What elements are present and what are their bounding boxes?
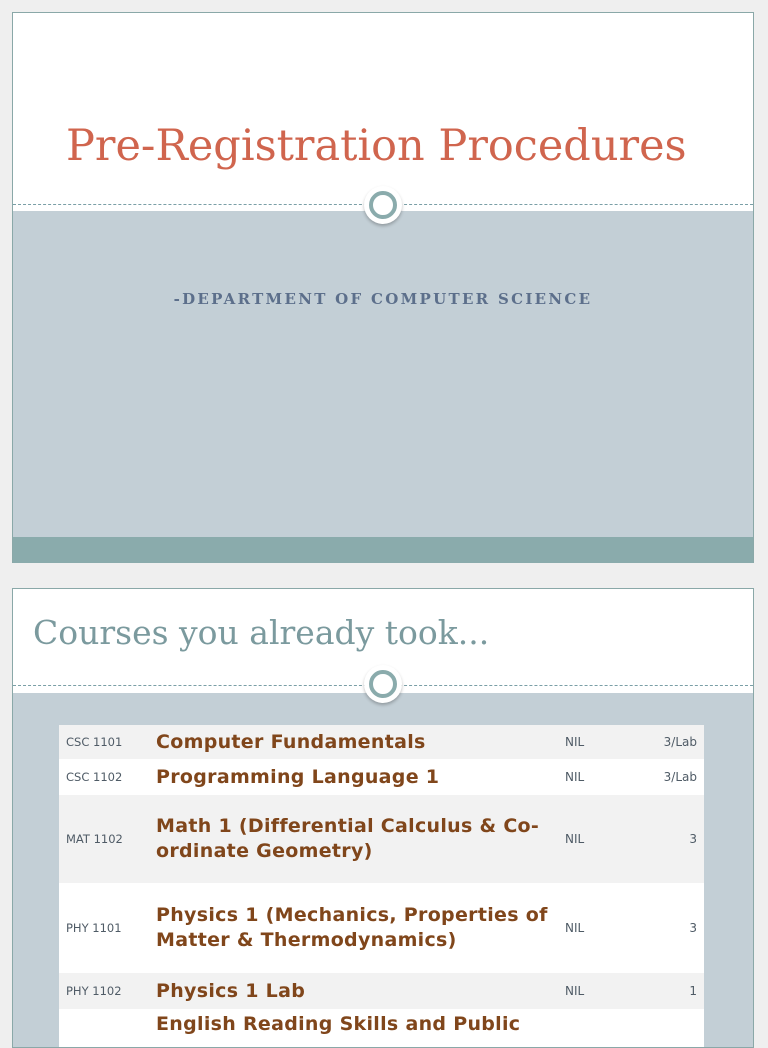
slide-courses[interactable] bbox=[12, 588, 754, 1048]
slide-title-heading: Pre-Registration Procedures bbox=[66, 121, 687, 171]
slide-title[interactable] bbox=[12, 12, 754, 563]
divider-circle-icon bbox=[364, 665, 402, 703]
course-credits: 1 bbox=[689, 984, 697, 998]
course-credits bbox=[620, 1009, 704, 1048]
course-code: PHY 1101 bbox=[66, 921, 122, 935]
course-prereq: NIL bbox=[565, 921, 585, 935]
course-name: Programming Language 1 bbox=[156, 765, 440, 788]
table-row bbox=[59, 1009, 704, 1048]
course-name: Physics 1 (Mechanics, Properties of Matter & Thermodynamics) bbox=[156, 904, 548, 951]
subtitle-band bbox=[13, 211, 753, 537]
slide-subtitle: -DEPARTMENT OF COMPUTER SCIENCE bbox=[173, 290, 593, 308]
course-code bbox=[59, 1009, 149, 1048]
divider-circle-icon bbox=[364, 186, 402, 224]
course-code: PHY 1102 bbox=[66, 984, 122, 998]
course-credits: 3 bbox=[689, 832, 697, 846]
course-name: Physics 1 Lab bbox=[156, 979, 306, 1002]
footer-bar bbox=[13, 537, 753, 563]
course-code: MAT 1102 bbox=[66, 832, 123, 846]
table-row bbox=[59, 973, 704, 1009]
course-credits: 3 bbox=[689, 921, 697, 935]
course-name: Math 1 (Differential Calculus & Co-ordinate Geometry) bbox=[156, 815, 540, 862]
table-row bbox=[59, 795, 704, 883]
course-name: Computer Fundamentals bbox=[156, 730, 426, 753]
course-prereq: NIL bbox=[565, 984, 585, 998]
courses-table bbox=[59, 725, 704, 1048]
course-prereq: NIL bbox=[565, 770, 585, 784]
course-code: CSC 1101 bbox=[66, 735, 123, 749]
course-code: CSC 1102 bbox=[66, 770, 123, 784]
table-row bbox=[59, 883, 704, 973]
slide-courses-heading: Courses you already took... bbox=[33, 613, 490, 652]
course-credits: 3/Lab bbox=[663, 770, 697, 784]
course-name: English Reading Skills and Public bbox=[156, 1013, 521, 1035]
course-credits: 3/Lab bbox=[663, 735, 697, 749]
course-prereq: NIL bbox=[565, 735, 585, 749]
course-prereq: NIL bbox=[565, 832, 585, 846]
course-prereq bbox=[558, 1009, 620, 1048]
table-row bbox=[59, 759, 704, 795]
table-row bbox=[59, 725, 704, 759]
